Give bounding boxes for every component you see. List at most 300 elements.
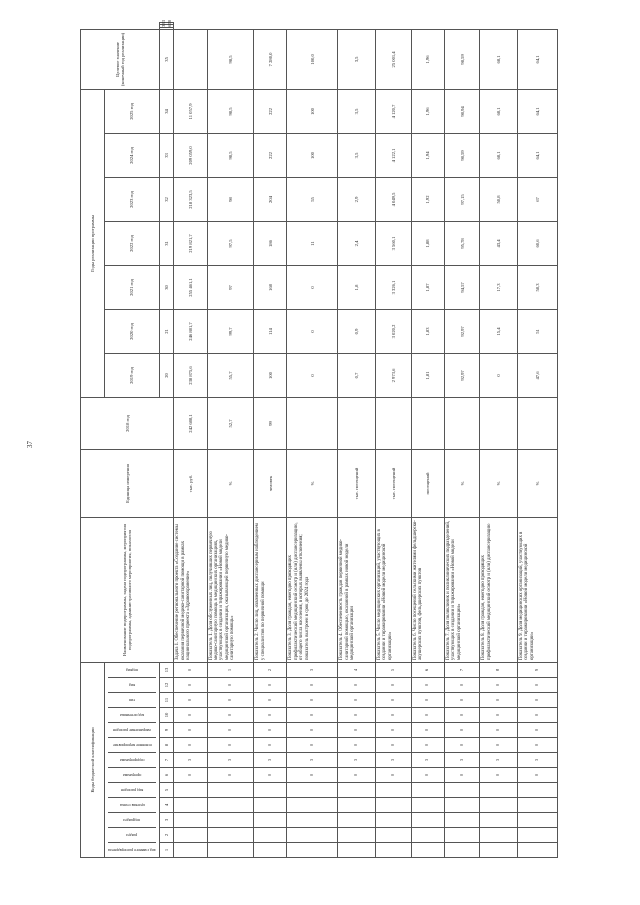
code-cell: 0	[376, 738, 411, 753]
unit-cell: %	[518, 450, 558, 518]
indicator-description: Показатель 9. Доля медицинских организаций, участвующих в создании и тиражировании «Новой модели медицинской организации»	[518, 518, 558, 663]
target-value-cell: 1,96	[411, 29, 444, 89]
year-value-cell: 3,5	[338, 89, 376, 133]
column-number-13: 13	[159, 663, 174, 678]
code-cell: 0	[207, 678, 254, 693]
target-value-cell: 100,0	[287, 29, 338, 89]
program-table	[80, 22, 558, 858]
code-cell: 0	[174, 738, 207, 753]
code-cell: 0	[518, 768, 558, 783]
code-cell	[444, 843, 479, 858]
code-cell: 3	[518, 753, 558, 768]
code-cell: 0	[376, 708, 411, 723]
year-value-cell: 1,83	[411, 310, 444, 354]
code-cell: 0	[338, 723, 376, 738]
code-cell: 3	[174, 753, 207, 768]
year-value-cell: 1,81	[411, 354, 444, 398]
code-cell	[376, 813, 411, 828]
code-cell	[444, 828, 479, 843]
code-cell: 0	[376, 768, 411, 783]
code-cell	[287, 798, 338, 813]
code-cell	[174, 798, 207, 813]
unit-cell: тыс. посещений	[376, 450, 411, 518]
year-value-cell: 219 821,7	[174, 222, 207, 266]
year-value-cell: 98,59	[444, 134, 479, 178]
year-value-cell: 0	[480, 354, 518, 398]
year-value-cell: 2,9	[338, 178, 376, 222]
column-number-5: 5	[159, 783, 174, 798]
year-value-cell: 64,1	[518, 134, 558, 178]
year-value-cell: 55	[287, 178, 338, 222]
year-value-cell: 238 875,6	[174, 354, 207, 398]
year-value-cell: 204	[254, 178, 287, 222]
column-number-12: 12	[159, 678, 174, 693]
year-value-cell: 114	[254, 310, 287, 354]
code-cell	[338, 828, 376, 843]
column-number-22: 36	[159, 27, 174, 29]
base-value-cell	[411, 398, 444, 450]
code-cell: 0	[174, 663, 207, 678]
year-value-cell: 218 323,5	[174, 178, 207, 222]
indicator-description: Показатель 2. Число лиц, охваченных диспансерным наблюдением у специалистов по первичной помощи	[254, 518, 287, 663]
code-cell: 0	[480, 723, 518, 738]
column-number-9: 9	[159, 723, 174, 738]
unit-cell: тыс. посещений	[338, 450, 376, 518]
code-cell	[207, 798, 254, 813]
year-value-cell: 100	[287, 134, 338, 178]
year-value-cell: 11	[287, 222, 338, 266]
year-value-cell: 97,15	[444, 178, 479, 222]
base-value-cell	[444, 398, 479, 450]
year-value-cell: 1,87	[411, 266, 444, 310]
year-value-cell: 2 973,6	[376, 354, 411, 398]
year-value-cell: 98,5	[207, 134, 254, 178]
target-value-cell: 25 001,4	[376, 29, 411, 89]
code-cell: 0	[338, 678, 376, 693]
code-heading-11: тип	[108, 692, 156, 707]
code-cell	[518, 813, 558, 828]
code-cell: 3	[480, 753, 518, 768]
year-header-2020: 2020 год	[105, 310, 159, 354]
year-value-cell: 4 049,5	[376, 178, 411, 222]
rotated-table-container	[80, 22, 558, 858]
code-heading-2: раздел	[108, 827, 156, 842]
column-number-17: 31	[159, 222, 174, 266]
code-cell: 2	[254, 663, 287, 678]
code-cell: 0	[207, 723, 254, 738]
code-cell: 0	[207, 768, 254, 783]
table-row	[254, 23, 287, 858]
code-cell	[207, 843, 254, 858]
code-cell: 0	[207, 693, 254, 708]
year-value-cell: 15,4	[480, 310, 518, 354]
page-number: 37	[26, 441, 34, 448]
code-cell	[207, 813, 254, 828]
column-number-10: 10	[159, 708, 174, 723]
code-cell	[376, 798, 411, 813]
column-number-14: 20	[159, 354, 174, 398]
code-cell	[480, 843, 518, 858]
year-value-cell: 209 059,0	[174, 134, 207, 178]
code-cell	[444, 813, 479, 828]
code-cell	[254, 813, 287, 828]
year-header-2023: 2023 год	[105, 178, 159, 222]
base-value-cell: 242 688,1	[174, 398, 207, 450]
classification-sub-header	[105, 663, 159, 858]
year-value-cell: 64,1	[518, 89, 558, 133]
year-value-cell: 68,1	[480, 134, 518, 178]
code-cell: 5	[376, 663, 411, 678]
code-heading-12: вид	[108, 677, 156, 692]
code-cell: 0	[518, 708, 558, 723]
year-header-2021: 2021 год	[105, 266, 159, 310]
year-header-2024: 2024 год	[105, 134, 159, 178]
table-row	[174, 23, 207, 858]
code-cell: 0	[287, 678, 338, 693]
code-cell: 7	[444, 663, 479, 678]
code-heading-9: направление расходов	[108, 722, 156, 737]
code-cell: 6	[411, 663, 444, 678]
code-cell	[376, 783, 411, 798]
code-cell: 0	[207, 738, 254, 753]
code-cell: 0	[444, 693, 479, 708]
column-number-18: 32	[159, 178, 174, 222]
code-cell: 0	[254, 768, 287, 783]
code-cell: 3	[287, 753, 338, 768]
code-cell: 0	[338, 693, 376, 708]
code-cell: 0	[254, 723, 287, 738]
code-cell: 0	[411, 708, 444, 723]
year-value-cell: 4 120,7	[376, 89, 411, 133]
year-value-cell: 3 326,1	[376, 266, 411, 310]
base-value-cell	[287, 398, 338, 450]
indicator-description: Показатель 5. Число медицинских организаций, участвующих в создании и тиражировании «Новой модели медицинской организации»	[376, 518, 411, 663]
year-value-cell: 58,3	[518, 266, 558, 310]
year-value-cell: 0	[287, 266, 338, 310]
code-cell	[411, 843, 444, 858]
year-value-cell: 2,4	[338, 222, 376, 266]
unit-column-header: Единица измерения	[81, 450, 174, 518]
code-cell: 0	[518, 693, 558, 708]
code-cell: 0	[444, 723, 479, 738]
code-heading-10: код источника	[108, 707, 156, 722]
code-cell: 1	[207, 663, 254, 678]
code-cell	[254, 843, 287, 858]
code-cell: 0	[444, 708, 479, 723]
year-value-cell: 3,5	[338, 134, 376, 178]
year-value-cell: 67	[518, 178, 558, 222]
code-heading-1: код главного распорядителя	[108, 842, 156, 857]
code-cell: 0	[411, 768, 444, 783]
year-value-cell: 1,96	[411, 89, 444, 133]
target-value-cell: 64,1	[518, 29, 558, 89]
table-row	[376, 23, 411, 858]
code-cell: 0	[411, 693, 444, 708]
column-number-15: 21	[159, 310, 174, 354]
unit-cell: %	[480, 450, 518, 518]
table-row	[518, 23, 558, 858]
code-cell: 0	[480, 693, 518, 708]
target-value-cell: 98,5	[207, 29, 254, 89]
year-value-cell: 50,8	[480, 178, 518, 222]
table-row	[287, 23, 338, 858]
code-cell	[287, 828, 338, 843]
code-cell: 0	[207, 708, 254, 723]
table-row	[338, 23, 376, 858]
column-number-23: 37	[159, 25, 174, 27]
target-value-cell: 68,1	[480, 29, 518, 89]
column-number-20: 34	[159, 89, 174, 133]
column-number-24: 38	[159, 23, 174, 25]
code-cell	[338, 783, 376, 798]
code-heading-4: целевая статья	[108, 797, 156, 812]
table-row	[411, 23, 444, 858]
code-cell: 0	[287, 768, 338, 783]
year-value-cell: 55,7	[207, 354, 254, 398]
code-cell: 0	[287, 708, 338, 723]
year-value-cell: 222	[254, 134, 287, 178]
code-heading-6: программа	[108, 767, 156, 782]
code-cell	[287, 783, 338, 798]
year-header-2025: 2025 год	[105, 89, 159, 133]
classification-header: Коды бюджетной классификации	[81, 663, 105, 858]
code-cell: 0	[518, 678, 558, 693]
year-value-cell: 0	[287, 310, 338, 354]
code-cell: 0	[338, 708, 376, 723]
unit-cell: %	[287, 450, 338, 518]
code-cell: 0	[376, 723, 411, 738]
year-value-cell: 17,3	[480, 266, 518, 310]
table-row	[207, 23, 254, 858]
code-cell	[287, 813, 338, 828]
code-cell: 0	[174, 768, 207, 783]
year-value-cell: 92,97	[444, 310, 479, 354]
code-cell: 0	[411, 738, 444, 753]
code-cell	[338, 813, 376, 828]
code-cell	[518, 783, 558, 798]
code-cell: 3	[254, 753, 287, 768]
code-cell	[174, 813, 207, 828]
code-cell	[444, 783, 479, 798]
code-cell: 8	[480, 663, 518, 678]
indicator-description: Показатель 8. Доля граждан, ежегодно проходящих профилактический медицинский осмотр и (или) диспансеризацию	[480, 518, 518, 663]
code-cell: 0	[518, 723, 558, 738]
year-value-cell: 47,6	[518, 354, 558, 398]
year-value-cell: 255 461,1	[174, 266, 207, 310]
year-value-cell: 246 881,7	[174, 310, 207, 354]
code-cell: 0	[254, 693, 287, 708]
target-value-cell: 3,5	[338, 29, 376, 89]
year-value-cell: 3 020,2	[376, 310, 411, 354]
year-value-cell: 0,9	[338, 310, 376, 354]
code-cell	[254, 798, 287, 813]
code-heading-5: вид расходов	[108, 782, 156, 797]
code-cell: 3	[411, 753, 444, 768]
code-cell	[338, 843, 376, 858]
unit-cell: посещений	[411, 450, 444, 518]
code-cell: 0	[518, 738, 558, 753]
year-value-cell: 186	[254, 222, 287, 266]
code-cell	[518, 798, 558, 813]
year-header-2022: 2022 год	[105, 222, 159, 266]
code-cell: 0	[338, 738, 376, 753]
column-number-21: 35	[159, 29, 174, 89]
code-heading-3: подраздел	[108, 812, 156, 827]
indicator-description: Показатель 4. Обеспеченность граждан первичной медико-санитарной помощью, оказанной в рамках новой модели медицинской организации	[338, 518, 376, 663]
code-cell: 3	[207, 753, 254, 768]
unit-cell: %	[444, 450, 479, 518]
column-number-3: 3	[159, 813, 174, 828]
year-value-cell: 98	[207, 178, 254, 222]
code-cell: 3	[338, 753, 376, 768]
target-value-cell: 7 280,0	[254, 29, 287, 89]
code-cell: 0	[254, 708, 287, 723]
year-value-cell: 100	[287, 89, 338, 133]
year-value-cell: 98,94	[444, 89, 479, 133]
code-cell	[338, 798, 376, 813]
unit-cell: %	[207, 450, 254, 518]
year-value-cell: 1,92	[411, 178, 444, 222]
base-value-cell	[480, 398, 518, 450]
year-value-cell: 1,88	[411, 222, 444, 266]
code-cell: 0	[480, 708, 518, 723]
base-value-cell: 99	[254, 398, 287, 450]
year-value-cell: 97,5	[207, 222, 254, 266]
code-cell	[174, 783, 207, 798]
code-cell: 0	[411, 678, 444, 693]
code-cell: 3	[376, 753, 411, 768]
column-number-2: 2	[159, 828, 174, 843]
code-cell: 0	[254, 738, 287, 753]
code-cell	[254, 783, 287, 798]
code-cell	[174, 843, 207, 858]
column-number-8: 8	[159, 738, 174, 753]
code-cell: 0	[338, 768, 376, 783]
period-header: Годы реализации программы	[81, 89, 105, 397]
table-row	[444, 23, 479, 858]
code-cell: 0	[411, 723, 444, 738]
column-number-11: 11	[159, 693, 174, 708]
unit-cell: тыс. руб.	[174, 450, 207, 518]
code-cell: 0	[287, 723, 338, 738]
year-value-cell: 0,7	[338, 354, 376, 398]
year-value-cell: 1,94	[411, 134, 444, 178]
code-cell: 0	[174, 723, 207, 738]
base-year-header: 2018 год	[81, 398, 174, 450]
code-cell: 0	[444, 768, 479, 783]
year-value-cell: 0	[287, 354, 338, 398]
indicator-description: Показатель 6. Число посещений сельскими жителями фельдшерско-акушерских пунктов, фельдшерских пунктов	[411, 518, 444, 663]
code-cell: 0	[376, 693, 411, 708]
code-cell: 3	[444, 753, 479, 768]
code-cell	[518, 828, 558, 843]
column-number-19: 33	[159, 134, 174, 178]
code-cell: 0	[480, 768, 518, 783]
year-value-cell: 11 057,9	[174, 89, 207, 133]
target-value-cell	[174, 29, 207, 89]
indicator-description: Показатель 1. Доля обслуженных лиц, получивших первичную медико-санитарную помощь в медицинских организациях, участвующих в создании и тиражировании «Новой модели медицинской организации, оказывающей первичную медико-санитарную помощь»	[207, 518, 254, 663]
code-cell	[411, 798, 444, 813]
column-number-7: 7	[159, 753, 174, 768]
year-value-cell: 100	[254, 354, 287, 398]
code-heading-7: подпрограмма	[108, 752, 156, 767]
code-cell	[480, 813, 518, 828]
column-number-16: 30	[159, 266, 174, 310]
code-cell	[376, 828, 411, 843]
code-cell: 0	[480, 678, 518, 693]
target-header: Целевое значение (конечный год реализации)	[81, 29, 160, 89]
code-heading-13: подвид	[125, 668, 139, 674]
indicator-description: Показатель 7. Доля поликлиник и поликлинических подразделений, участвующих в создании и тиражировании «Новой модели медицинской организации»	[444, 518, 479, 663]
year-value-cell: 168	[254, 266, 287, 310]
year-value-cell: 3 560,1	[376, 222, 411, 266]
target-value-cell: 98,59	[444, 29, 479, 89]
base-value-cell	[376, 398, 411, 450]
code-cell: 9	[518, 663, 558, 678]
code-cell	[174, 828, 207, 843]
code-cell	[411, 783, 444, 798]
column-number-1: 1	[159, 843, 174, 858]
table-row	[480, 23, 518, 858]
code-cell: 0	[480, 738, 518, 753]
code-cell: 0	[287, 738, 338, 753]
code-cell: 0	[174, 693, 207, 708]
year-value-cell: 68,1	[480, 89, 518, 133]
column-number-6: 6	[159, 768, 174, 783]
code-cell	[411, 813, 444, 828]
year-value-cell: 95,78	[444, 222, 479, 266]
indicator-description: Показатель 3. Доля граждан, ежегодно проходящих профилактический медицинский осмотр и (или) диспансеризацию, от общего числа населения, в которых выявлены отклонения; показатель выстроен в срок до 2024 года	[287, 518, 338, 663]
code-cell	[480, 783, 518, 798]
code-cell	[480, 798, 518, 813]
year-value-cell: 94,57	[444, 266, 479, 310]
task-description: Задача 1. Обеспечение регионального проекта «Создание системы оказания первичной медико-санитарной помощи в рамках национального проекта «Здравоохранение»	[174, 518, 207, 663]
year-value-cell: 60,6	[518, 222, 558, 266]
code-cell	[207, 828, 254, 843]
base-value-cell: 52,7	[207, 398, 254, 450]
year-value-cell: 98,5	[207, 89, 254, 133]
year-value-cell: 222	[254, 89, 287, 133]
code-cell	[376, 843, 411, 858]
year-value-cell: 4 122,1	[376, 134, 411, 178]
code-cell: 0	[287, 693, 338, 708]
code-cell: 0	[254, 678, 287, 693]
code-cell	[518, 843, 558, 858]
column-number-4: 4	[159, 798, 174, 813]
code-cell	[480, 828, 518, 843]
year-value-cell: 43,4	[480, 222, 518, 266]
year-header-2019: 2019 год	[105, 354, 159, 398]
code-cell	[207, 783, 254, 798]
year-value-cell: 99,7	[207, 310, 254, 354]
base-value-cell	[518, 398, 558, 450]
code-cell: 0	[376, 678, 411, 693]
code-cell: 0	[444, 678, 479, 693]
code-cell	[411, 828, 444, 843]
code-cell	[287, 843, 338, 858]
year-value-cell: 1,8	[338, 266, 376, 310]
year-value-cell: 51	[518, 310, 558, 354]
code-cell: 0	[444, 738, 479, 753]
code-heading-8: основное мероприятие	[108, 737, 156, 752]
code-cell: 3	[287, 663, 338, 678]
year-value-cell: 92,97	[444, 354, 479, 398]
code-cell	[254, 828, 287, 843]
code-cell	[444, 798, 479, 813]
code-cell: 4	[338, 663, 376, 678]
goal-column-header: Наименование подпрограммы, задачи подпрограммы, мероприятия подпрограммы, административного мероприятия, показателя	[81, 518, 174, 663]
base-value-cell	[338, 398, 376, 450]
